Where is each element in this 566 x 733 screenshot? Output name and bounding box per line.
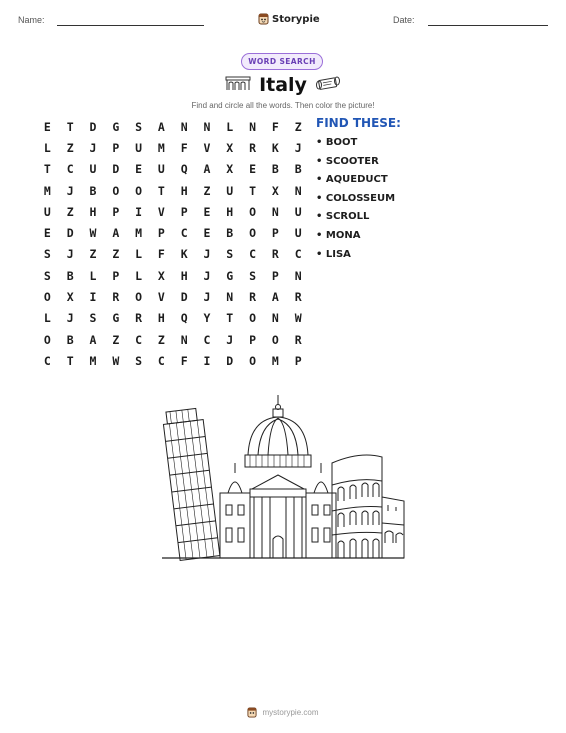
grid-cell[interactable]: W [294,311,302,326]
grid-row [36,329,310,350]
grid-cell[interactable]: O [249,353,257,368]
find-these-heading: FIND THESE: [316,116,401,130]
grid-cell[interactable]: C [157,353,165,368]
grid-cell[interactable]: M [89,353,97,368]
grid-cell[interactable]: T [66,353,74,368]
grid-cell[interactable]: P [157,226,165,241]
grid-cell[interactable]: Z [112,332,120,347]
grid-cell[interactable]: H [89,204,97,219]
grid-cell[interactable]: S [226,247,234,262]
grid-cell[interactable]: N [249,119,257,134]
grid-cell[interactable]: G [112,119,120,134]
grid-cell[interactable]: P [271,268,279,283]
name-label: Name: [18,15,45,25]
grid-cell[interactable]: O [43,290,51,305]
grid-cell[interactable]: B [66,268,74,283]
grid-cell[interactable]: U [294,204,302,219]
grid-cell[interactable]: C [66,162,74,177]
grid-row [36,116,310,137]
grid-cell[interactable]: P [180,204,188,219]
grid-cell[interactable]: N [226,290,234,305]
date-label: Date: [393,15,415,25]
grid-cell[interactable]: I [89,290,97,305]
grid-cell[interactable]: M [157,140,165,155]
grid-cell[interactable]: S [135,119,143,134]
grid-cell[interactable]: O [271,332,279,347]
grid-cell[interactable]: L [135,268,143,283]
grid-row [36,222,310,243]
word-item: • SCROLL [316,211,370,223]
grid-cell[interactable]: H [180,268,188,283]
grid-cell[interactable]: T [226,311,234,326]
grid-row [36,137,310,158]
word-item: • MONA [316,229,361,241]
grid-cell[interactable]: O [135,183,143,198]
grid-row [36,180,310,201]
grid-cell[interactable]: N [203,119,211,134]
word-item: • AQUEDUCT [316,174,388,186]
grid-cell[interactable]: P [112,140,120,155]
grid-cell[interactable]: L [43,311,51,326]
grid-cell[interactable]: R [249,290,257,305]
grid-cell[interactable]: R [249,140,257,155]
grid-cell[interactable]: T [66,119,74,134]
grid-cell[interactable]: O [249,311,257,326]
grid-cell[interactable]: X [157,268,165,283]
grid-cell[interactable]: Z [66,204,74,219]
grid-cell[interactable]: P [112,268,120,283]
date-line[interactable] [428,25,548,26]
grid-cell[interactable]: X [226,162,234,177]
grid-cell[interactable]: P [249,332,257,347]
footer [0,703,566,722]
grid-cell[interactable]: V [157,290,165,305]
grid-cell[interactable]: K [271,140,279,155]
grid-row [36,159,310,180]
grid-cell[interactable]: L [89,268,97,283]
grid-cell[interactable]: B [294,162,302,177]
grid-cell[interactable]: S [249,268,257,283]
name-line[interactable] [57,25,204,26]
grid-cell[interactable]: U [135,140,143,155]
grid-cell[interactable]: N [271,204,279,219]
grid-cell[interactable]: K [180,247,188,262]
grid-cell[interactable]: O [112,183,120,198]
grid-cell[interactable]: Z [203,183,211,198]
grid-cell[interactable]: B [66,332,74,347]
grid-cell[interactable]: F [180,353,188,368]
grid-cell[interactable]: T [249,183,257,198]
grid-cell[interactable]: D [112,162,120,177]
grid-row [36,201,310,222]
basilica-icon [220,395,336,558]
grid-cell[interactable]: O [43,332,51,347]
grid-cell[interactable]: E [43,119,51,134]
grid-cell[interactable]: C [249,247,257,262]
grid-cell[interactable]: N [294,268,302,283]
grid-cell[interactable]: M [135,226,143,241]
grid-row [36,244,310,265]
grid-cell[interactable]: P [294,353,302,368]
grid-cell[interactable]: F [271,119,279,134]
grid-cell[interactable]: Z [89,247,97,262]
grid-cell[interactable]: U [89,162,97,177]
grid-cell[interactable]: O [135,290,143,305]
grid-cell[interactable]: Z [112,247,120,262]
logo-mascot-icon [258,10,269,29]
grid-cell[interactable]: D [180,290,188,305]
grid-cell[interactable]: T [157,183,165,198]
grid-cell[interactable]: R [271,247,279,262]
word-item: • COLOSSEUM [316,192,396,204]
grid-cell[interactable]: J [66,311,74,326]
grid-cell[interactable]: N [271,311,279,326]
grid-cell[interactable]: Y [203,311,211,326]
grid-cell[interactable]: E [43,226,51,241]
grid-cell[interactable]: U [157,162,165,177]
grid-cell[interactable]: A [271,290,279,305]
grid-cell[interactable]: A [112,226,120,241]
grid-cell[interactable]: J [66,183,74,198]
grid-cell[interactable]: I [135,204,143,219]
grid-cell[interactable]: D [66,226,74,241]
grid-cell[interactable]: C [43,353,51,368]
grid-cell[interactable]: J [203,268,211,283]
title-row [0,74,566,96]
grid-cell[interactable]: W [89,226,97,241]
grid-cell[interactable]: R [135,311,143,326]
grid-cell[interactable]: L [43,140,51,155]
word-item: • SCOOTER [316,155,379,167]
grid-cell[interactable]: B [226,226,234,241]
grid-cell[interactable]: X [271,183,279,198]
grid-cell[interactable]: L [226,119,234,134]
page-title: Italy [259,74,307,96]
instructions: Find and circle all the words. Then color the picture! [191,101,375,110]
grid-cell[interactable]: P [271,226,279,241]
grid-cell[interactable]: B [89,183,97,198]
grid-cell[interactable]: F [180,140,188,155]
grid-cell[interactable]: V [203,140,211,155]
grid-cell[interactable]: T [43,162,51,177]
aqueduct-icon [225,76,251,95]
footer-url[interactable]: mystorypie.com [262,708,319,717]
grid-cell[interactable]: J [203,290,211,305]
grid-cell[interactable]: J [226,332,234,347]
grid-cell[interactable]: U [43,204,51,219]
grid-cell[interactable]: I [203,353,211,368]
grid-cell[interactable]: N [180,332,188,347]
grid-cell[interactable]: D [89,119,97,134]
grid-cell[interactable]: C [180,226,188,241]
grid-cell[interactable]: G [226,268,234,283]
grid-cell[interactable]: R [294,332,302,347]
grid-cell[interactable]: X [66,290,74,305]
grid-cell[interactable]: S [43,247,51,262]
grid-cell[interactable]: J [89,140,97,155]
grid-cell[interactable]: G [112,311,120,326]
grid-cell[interactable]: E [203,204,211,219]
grid-cell[interactable]: A [157,119,165,134]
leaning-tower-icon [162,408,220,561]
grid-cell[interactable]: J [66,247,74,262]
grid-cell[interactable]: H [226,204,234,219]
grid-cell[interactable]: M [271,353,279,368]
grid-cell[interactable]: N [180,119,188,134]
scroll-icon [315,76,341,95]
word-search-badge: WORD SEARCH [241,53,323,70]
grid-cell[interactable]: R [294,290,302,305]
word-item: • BOOT [316,137,358,148]
grid-cell[interactable]: C [135,332,143,347]
grid-cell[interactable]: R [112,290,120,305]
brand-name: Storypie [272,14,320,25]
grid-cell[interactable]: Q [180,311,188,326]
grid-cell[interactable]: E [203,226,211,241]
grid-cell[interactable]: Z [157,332,165,347]
grid-cell[interactable]: H [157,311,165,326]
grid-cell[interactable]: S [89,311,97,326]
grid-row [36,350,310,371]
grid-cell[interactable]: A [203,162,211,177]
grid-row [36,308,310,329]
grid-cell[interactable]: C [203,332,211,347]
grid-row [36,265,310,286]
grid-cell[interactable]: P [112,204,120,219]
grid-cell[interactable]: D [226,353,234,368]
grid-cell[interactable]: Z [294,119,302,134]
grid-cell[interactable]: U [226,183,234,198]
grid-cell[interactable]: O [249,226,257,241]
grid-cell[interactable]: O [249,204,257,219]
grid-cell[interactable]: J [203,247,211,262]
grid-cell[interactable]: N [294,183,302,198]
letter-grid [36,116,310,372]
brand-logo [258,10,320,29]
grid-cell[interactable]: C [294,247,302,262]
grid-cell[interactable]: Q [180,162,188,177]
grid-cell[interactable]: B [271,162,279,177]
colosseum-icon [332,455,404,558]
grid-cell[interactable]: X [226,140,234,155]
word-list [316,137,395,267]
grid-cell[interactable]: S [135,353,143,368]
italy-landmarks-illustration [160,393,406,565]
grid-cell[interactable]: L [135,247,143,262]
grid-cell[interactable]: U [294,226,302,241]
grid-cell[interactable]: V [157,204,165,219]
grid-cell[interactable]: J [294,140,302,155]
grid-cell[interactable]: E [249,162,257,177]
grid-cell[interactable]: A [89,332,97,347]
word-item: • LISA [316,248,351,260]
grid-row [36,286,310,307]
grid-cell[interactable]: Z [66,140,74,155]
grid-cell[interactable]: E [135,162,143,177]
grid-cell[interactable]: F [157,247,165,262]
grid-cell[interactable]: H [180,183,188,198]
footer-mascot-icon [247,703,257,722]
grid-cell[interactable]: M [43,183,51,198]
grid-cell[interactable]: S [43,268,51,283]
grid-cell[interactable]: W [112,353,120,368]
